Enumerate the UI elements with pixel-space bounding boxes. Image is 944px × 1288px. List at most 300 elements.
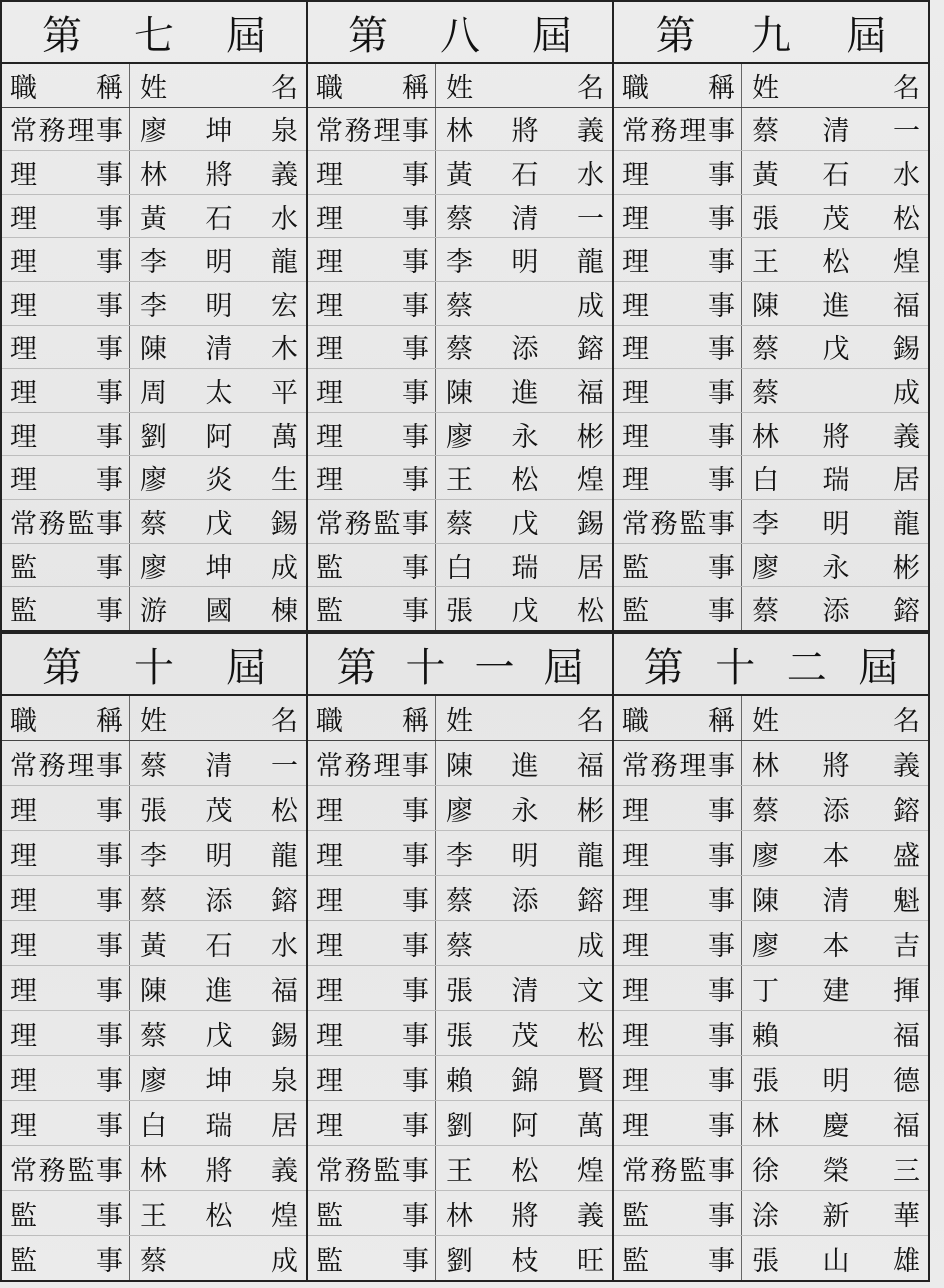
member-name-char: 清 xyxy=(205,750,233,782)
member-name-char: 白 xyxy=(446,552,473,584)
member-name-cell xyxy=(436,1191,612,1235)
member-name-cell xyxy=(130,876,306,920)
position-title-char: 事 xyxy=(96,840,123,872)
member-name-cell xyxy=(742,741,928,785)
term-title-char: 屆 xyxy=(543,644,584,691)
position-title-char: 事 xyxy=(708,203,735,235)
member-name-char: 居 xyxy=(577,552,604,584)
member-name-cell xyxy=(436,500,612,543)
position-title-char: 事 xyxy=(707,508,735,540)
position-title-cell xyxy=(614,195,742,238)
position-title-char: 務 xyxy=(38,750,66,782)
header-name-char: 名 xyxy=(893,72,920,104)
table-row xyxy=(614,1191,928,1236)
member-name-char: 白 xyxy=(140,1110,167,1142)
member-name-char: 林 xyxy=(752,1110,779,1142)
table-row xyxy=(308,282,612,326)
position-title-char: 事 xyxy=(96,334,123,366)
member-name-char: 松 xyxy=(822,247,850,279)
member-name-cell xyxy=(742,1056,928,1100)
position-title-char: 監 xyxy=(622,552,649,584)
position-title-cell xyxy=(308,456,436,499)
member-name-cell xyxy=(742,966,928,1010)
table-row xyxy=(308,1011,612,1056)
position-title-char: 常 xyxy=(316,750,343,782)
position-title-char: 務 xyxy=(38,1155,66,1187)
table-row xyxy=(308,1056,612,1101)
table-row xyxy=(2,1236,306,1280)
member-name-char: 蔡 xyxy=(446,290,473,322)
member-name-char: 一 xyxy=(893,116,920,148)
table-row xyxy=(614,1101,928,1146)
member-name-char: 黃 xyxy=(140,203,167,235)
header-title-char: 稱 xyxy=(96,72,123,104)
position-title-char: 事 xyxy=(708,334,735,366)
position-title-char: 事 xyxy=(401,1155,429,1187)
member-name-char: 坤 xyxy=(205,552,233,584)
table-row xyxy=(2,413,306,457)
member-name-char: 雄 xyxy=(893,1245,920,1277)
member-name-cell xyxy=(742,544,928,587)
table-row xyxy=(2,1056,306,1101)
header-title-cell xyxy=(2,64,130,107)
table-row xyxy=(308,1191,612,1236)
member-name-char: 松 xyxy=(511,465,539,497)
position-title-char: 常 xyxy=(622,116,649,148)
position-title-char: 事 xyxy=(402,1200,429,1232)
member-name-cell xyxy=(742,151,928,194)
member-name-char: 石 xyxy=(511,160,539,192)
position-title-char: 理 xyxy=(316,247,343,279)
member-name-cell xyxy=(742,876,928,920)
position-title-char: 務 xyxy=(650,750,678,782)
position-title-cell xyxy=(2,544,130,587)
table-row xyxy=(2,587,306,630)
position-title-char: 事 xyxy=(96,596,123,628)
position-title-char: 監 xyxy=(316,1245,343,1277)
position-title-cell xyxy=(308,1191,436,1235)
position-title-char: 務 xyxy=(650,116,678,148)
position-title-char: 理 xyxy=(10,840,37,872)
member-name-char: 錫 xyxy=(893,334,920,366)
position-title-cell xyxy=(308,238,436,281)
position-title-char: 事 xyxy=(95,508,123,540)
table-band-top xyxy=(0,0,930,632)
header-title-char: 稱 xyxy=(708,72,735,104)
member-name-char: 蔡 xyxy=(752,116,779,148)
member-name-char: 清 xyxy=(822,885,850,917)
member-name-char: 添 xyxy=(822,795,850,827)
table-row xyxy=(614,151,928,195)
table-header-row xyxy=(2,64,306,108)
header-name-char: 姓 xyxy=(752,72,779,104)
position-title-char: 事 xyxy=(708,1110,735,1142)
position-title-cell xyxy=(2,1191,130,1235)
position-title-char: 事 xyxy=(708,1200,735,1232)
member-name-char: 黃 xyxy=(752,160,779,192)
position-title-char: 常 xyxy=(316,1155,343,1187)
table-row xyxy=(614,587,928,630)
member-name-cell xyxy=(742,921,928,965)
member-name-char: 魁 xyxy=(893,885,920,917)
position-title-cell xyxy=(308,1011,436,1055)
member-name-char: 蔡 xyxy=(140,508,167,540)
position-title-cell xyxy=(2,108,130,151)
position-title-char: 事 xyxy=(708,465,735,497)
member-name-char: 廖 xyxy=(140,465,167,497)
member-name-char: 鎔 xyxy=(577,885,604,917)
member-name-char: 德 xyxy=(893,1065,920,1097)
member-name-char: 慶 xyxy=(822,1110,850,1142)
position-title-char: 理 xyxy=(316,1020,343,1052)
member-name-char: 蔡 xyxy=(446,885,473,917)
member-name-char: 劉 xyxy=(140,421,167,453)
member-name-char: 白 xyxy=(752,465,779,497)
position-title-char: 事 xyxy=(401,750,429,782)
position-title-char: 監 xyxy=(316,1200,343,1232)
header-title-char: 職 xyxy=(10,72,37,104)
member-name-char: 福 xyxy=(271,975,298,1007)
member-name-cell xyxy=(130,456,306,499)
table-row xyxy=(614,966,928,1011)
position-title-char: 理 xyxy=(316,840,343,872)
table-row xyxy=(614,1056,928,1101)
position-title-char: 監 xyxy=(373,508,401,540)
position-title-char: 事 xyxy=(401,508,429,540)
member-name-char: 萬 xyxy=(577,1110,604,1142)
position-title-char: 理 xyxy=(622,290,649,322)
position-title-char: 理 xyxy=(373,116,401,148)
position-title-cell xyxy=(614,456,742,499)
member-name-char: 錫 xyxy=(577,508,604,540)
position-title-cell xyxy=(2,413,130,456)
member-name-cell xyxy=(436,741,612,785)
member-name-char: 鎔 xyxy=(893,596,920,628)
member-name-char: 將 xyxy=(822,421,850,453)
member-name-char: 成 xyxy=(893,378,920,410)
position-title-char: 理 xyxy=(622,421,649,453)
position-title-cell xyxy=(308,544,436,587)
member-name-char: 林 xyxy=(140,1155,167,1187)
position-title-char: 理 xyxy=(316,1110,343,1142)
position-title-char: 事 xyxy=(96,930,123,962)
position-title-char: 事 xyxy=(96,247,123,279)
member-name-cell xyxy=(130,108,306,151)
header-name-char: 姓 xyxy=(752,705,779,737)
member-name-char: 張 xyxy=(446,596,473,628)
term-title xyxy=(308,2,612,64)
member-name-cell xyxy=(742,1101,928,1145)
member-name-char: 萬 xyxy=(271,421,298,453)
position-title-cell xyxy=(2,786,130,830)
member-name-char: 陳 xyxy=(752,885,779,917)
member-name-char: 廖 xyxy=(446,795,473,827)
member-name-char: 石 xyxy=(205,203,233,235)
position-title-char: 務 xyxy=(650,1155,678,1187)
position-title-char: 事 xyxy=(402,465,429,497)
member-name-char: 義 xyxy=(893,421,920,453)
term-column xyxy=(2,2,308,630)
header-title-cell xyxy=(308,64,436,107)
member-name-cell xyxy=(130,587,306,630)
table-row xyxy=(2,921,306,966)
member-name-cell xyxy=(742,238,928,281)
position-title-char: 理 xyxy=(316,885,343,917)
member-name-char: 李 xyxy=(140,247,167,279)
position-title-cell xyxy=(308,741,436,785)
member-name-char: 茂 xyxy=(511,1020,539,1052)
position-title-char: 理 xyxy=(10,1020,37,1052)
header-title-char: 職 xyxy=(622,72,649,104)
term-column xyxy=(308,2,614,630)
member-name-char: 三 xyxy=(893,1155,920,1187)
position-title-char: 監 xyxy=(679,508,707,540)
position-title-char: 事 xyxy=(708,1020,735,1052)
term-title-char: 第 xyxy=(348,12,388,59)
position-title-cell xyxy=(2,587,130,630)
table-row xyxy=(308,456,612,500)
table-row xyxy=(614,786,928,831)
member-name-char: 龍 xyxy=(893,508,920,540)
member-name-cell xyxy=(436,1146,612,1190)
member-name-char: 清 xyxy=(511,975,539,1007)
position-title-char: 事 xyxy=(402,930,429,962)
member-name-char: 旺 xyxy=(577,1245,604,1277)
table-row xyxy=(2,108,306,152)
header-name-char: 姓 xyxy=(446,705,473,737)
position-title-cell xyxy=(614,966,742,1010)
member-name-char: 李 xyxy=(752,508,779,540)
position-title-char: 務 xyxy=(650,508,678,540)
position-title-char: 務 xyxy=(344,508,372,540)
table-row xyxy=(308,326,612,370)
table-row xyxy=(308,1101,612,1146)
table-row xyxy=(2,1011,306,1056)
position-title-cell xyxy=(308,500,436,543)
position-title-char: 事 xyxy=(96,885,123,917)
table-row xyxy=(308,544,612,588)
member-name-char: 文 xyxy=(577,975,604,1007)
position-title-char: 理 xyxy=(622,1110,649,1142)
member-name-char: 炎 xyxy=(205,465,233,497)
member-name-cell xyxy=(130,151,306,194)
position-title-char: 理 xyxy=(622,1065,649,1097)
member-name-cell xyxy=(130,238,306,281)
member-name-char: 成 xyxy=(271,1245,298,1277)
member-name-cell xyxy=(436,413,612,456)
position-title-char: 事 xyxy=(96,160,123,192)
position-title-cell xyxy=(614,587,742,630)
position-title-char: 理 xyxy=(316,975,343,1007)
member-name-char: 松 xyxy=(511,1155,539,1187)
position-title-char: 事 xyxy=(708,552,735,584)
member-name-char: 瑞 xyxy=(511,552,539,584)
member-name-char: 坤 xyxy=(205,1065,233,1097)
header-title-cell xyxy=(614,64,742,107)
member-name-char: 將 xyxy=(205,160,233,192)
header-title-cell xyxy=(614,696,742,740)
header-title-char: 稱 xyxy=(402,72,429,104)
header-title-cell xyxy=(2,696,130,740)
position-title-char: 監 xyxy=(316,596,343,628)
position-title-char: 監 xyxy=(316,552,343,584)
term-title-char: 七 xyxy=(134,12,174,59)
member-name-cell xyxy=(436,544,612,587)
member-name-char: 張 xyxy=(752,1245,779,1277)
member-name-cell xyxy=(130,195,306,238)
member-name-char: 添 xyxy=(511,334,539,366)
term-title-char: 第 xyxy=(655,12,696,59)
position-title-cell xyxy=(2,966,130,1010)
position-title-char: 務 xyxy=(344,116,372,148)
member-name-char: 戊 xyxy=(822,334,850,366)
member-name-cell xyxy=(742,413,928,456)
member-name-char: 蔡 xyxy=(446,334,473,366)
term-title-char: 八 xyxy=(440,12,480,59)
member-name-char: 徐 xyxy=(752,1155,779,1187)
header-name-cell xyxy=(436,696,612,740)
table-row xyxy=(308,786,612,831)
term-title-char: 屆 xyxy=(858,644,899,691)
member-name-char: 劉 xyxy=(446,1245,473,1277)
table-row xyxy=(308,831,612,876)
table-row xyxy=(308,1236,612,1280)
member-name-char: 榮 xyxy=(822,1155,850,1187)
member-name-cell xyxy=(742,1191,928,1235)
table-row xyxy=(614,326,928,370)
position-title-char: 理 xyxy=(622,247,649,279)
term-title xyxy=(2,2,306,64)
member-name-cell xyxy=(436,966,612,1010)
position-title-char: 理 xyxy=(622,465,649,497)
member-name-cell xyxy=(130,786,306,830)
position-title-char: 理 xyxy=(10,1065,37,1097)
member-name-char: 王 xyxy=(446,465,473,497)
member-name-cell xyxy=(436,238,612,281)
member-name-char: 李 xyxy=(446,840,473,872)
table-row xyxy=(614,369,928,413)
header-name-cell xyxy=(436,64,612,107)
position-title-cell xyxy=(614,500,742,543)
table-row xyxy=(2,326,306,370)
member-name-cell xyxy=(130,831,306,875)
member-name-cell xyxy=(742,1146,928,1190)
member-name-char: 瑞 xyxy=(205,1110,233,1142)
member-name-char: 張 xyxy=(752,1065,779,1097)
position-title-char: 理 xyxy=(622,1020,649,1052)
table-row xyxy=(614,195,928,239)
member-name-char: 戊 xyxy=(511,596,539,628)
position-title-char: 事 xyxy=(96,1200,123,1232)
table-row xyxy=(308,876,612,921)
member-name-char: 松 xyxy=(577,596,604,628)
position-title-cell xyxy=(614,1101,742,1145)
member-name-char: 華 xyxy=(893,1200,920,1232)
table-row xyxy=(2,195,306,239)
position-title-cell xyxy=(308,108,436,151)
term-title-char: 第 xyxy=(336,644,377,691)
table-header-row xyxy=(2,696,306,741)
member-name-char: 王 xyxy=(752,247,779,279)
term-title-char: 一 xyxy=(474,644,515,691)
member-name-cell xyxy=(130,369,306,412)
term-column xyxy=(614,2,928,630)
member-name-char: 蔡 xyxy=(140,885,167,917)
member-name-char: 義 xyxy=(271,1155,298,1187)
member-name-char: 鎔 xyxy=(893,795,920,827)
member-name-char: 明 xyxy=(822,1065,850,1097)
table-row xyxy=(308,238,612,282)
position-title-cell xyxy=(614,151,742,194)
member-name-char: 水 xyxy=(893,160,920,192)
position-title-char: 事 xyxy=(708,795,735,827)
term-title-char: 十 xyxy=(134,644,174,691)
table-row xyxy=(2,238,306,282)
member-name-char: 明 xyxy=(205,290,233,322)
term-title xyxy=(614,2,928,64)
position-title-char: 事 xyxy=(402,203,429,235)
member-name-char: 賢 xyxy=(577,1065,604,1097)
member-name-char: 阿 xyxy=(511,1110,539,1142)
member-name-char: 泉 xyxy=(271,1065,298,1097)
member-name-char: 成 xyxy=(577,290,604,322)
position-title-char: 事 xyxy=(402,975,429,1007)
position-title-cell xyxy=(308,326,436,369)
position-title-char: 事 xyxy=(402,247,429,279)
member-name-char: 龍 xyxy=(271,840,298,872)
term-title xyxy=(308,634,612,696)
member-name-cell xyxy=(130,1056,306,1100)
position-title-cell xyxy=(2,1101,130,1145)
position-title-cell xyxy=(308,151,436,194)
member-name-char: 蔡 xyxy=(752,596,779,628)
position-title-char: 事 xyxy=(402,160,429,192)
position-title-char: 事 xyxy=(402,1245,429,1277)
table-row xyxy=(614,544,928,588)
member-name-char: 山 xyxy=(822,1245,850,1277)
member-name-cell xyxy=(742,108,928,151)
position-title-cell xyxy=(614,326,742,369)
member-name-cell xyxy=(130,500,306,543)
member-name-char: 福 xyxy=(893,1020,920,1052)
member-name-char: 義 xyxy=(271,160,298,192)
member-name-cell xyxy=(436,326,612,369)
position-title-char: 事 xyxy=(708,840,735,872)
table-row xyxy=(2,831,306,876)
table-row xyxy=(614,1146,928,1191)
member-name-char: 平 xyxy=(271,378,298,410)
position-title-cell xyxy=(614,1011,742,1055)
position-title-cell xyxy=(2,1056,130,1100)
member-name-cell xyxy=(436,369,612,412)
position-title-char: 監 xyxy=(67,1155,95,1187)
position-title-cell xyxy=(614,1236,742,1280)
position-title-char: 事 xyxy=(96,465,123,497)
member-name-cell xyxy=(436,1101,612,1145)
position-title-cell xyxy=(308,786,436,830)
member-name-char: 龍 xyxy=(577,247,604,279)
position-title-char: 理 xyxy=(10,421,37,453)
term-column xyxy=(614,634,928,1280)
member-name-char: 涂 xyxy=(752,1200,779,1232)
table-row xyxy=(2,876,306,921)
position-title-char: 監 xyxy=(679,1155,707,1187)
member-name-char: 清 xyxy=(511,203,539,235)
table-row xyxy=(2,1191,306,1236)
position-title-char: 監 xyxy=(10,1200,37,1232)
table-row xyxy=(2,456,306,500)
member-name-char: 王 xyxy=(140,1200,167,1232)
